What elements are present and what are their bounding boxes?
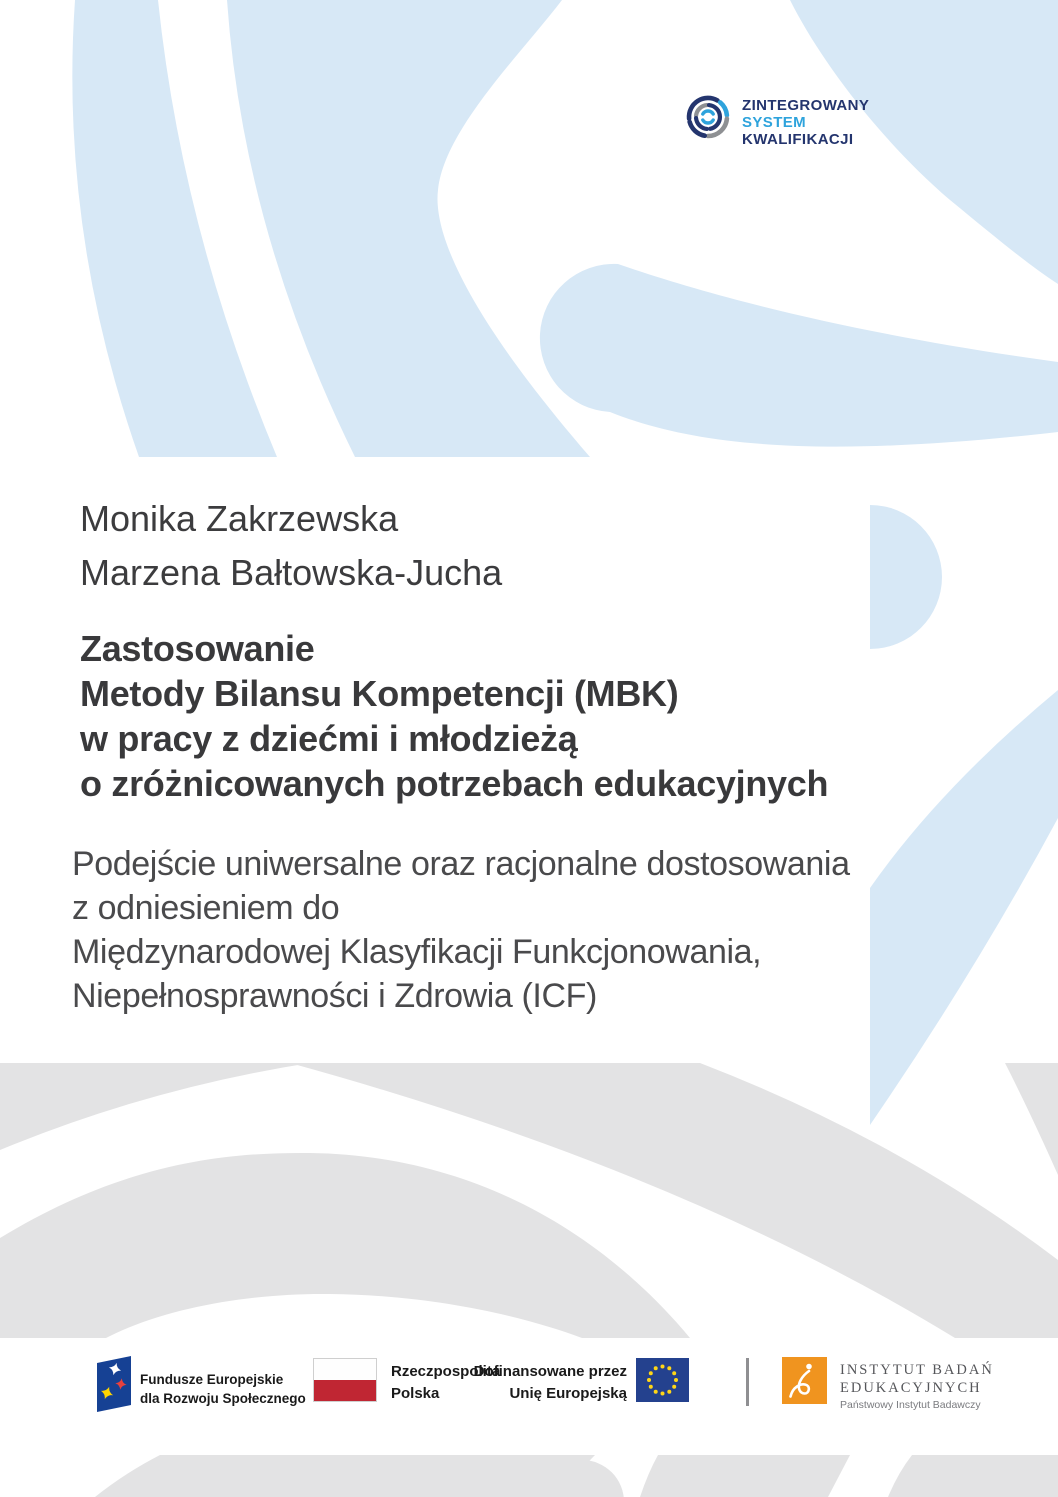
- footer-logos: [0, 1340, 1058, 1450]
- ibe-line-1: INSTYTUT BADAŃ: [840, 1362, 994, 1378]
- eu-flag-icon: [636, 1358, 689, 1402]
- page-title: [80, 626, 828, 806]
- eu-funding-logo: [455, 1358, 689, 1405]
- author-name: Marzena Bałtowska-Jucha: [80, 552, 503, 593]
- title-line: Metody Bilansu Kompetencji (MBK): [80, 673, 679, 714]
- ibe-logo: [782, 1357, 994, 1412]
- subtitle-line: Niepełnosprawności i Zdrowia (ICF): [72, 977, 597, 1015]
- authors-block: [80, 492, 502, 600]
- eu-funds-label: [140, 1370, 306, 1412]
- poland-line-1: Rzeczpospolita: [391, 1363, 501, 1380]
- zsk-line-2: SYSTEM: [742, 114, 807, 131]
- eu-funds-flag-icon: [97, 1356, 131, 1412]
- author-name: Monika Zakrzewska: [80, 498, 399, 539]
- ibe-label: [840, 1361, 994, 1412]
- zsk-rings-icon: [686, 94, 730, 140]
- zsk-line-3: KWALIFIKACJI: [742, 131, 854, 148]
- poland-line-2: Polska: [391, 1385, 440, 1402]
- eu-funds-line-2: dla Rozwoju Społecznego: [140, 1391, 306, 1406]
- eu-funding-line-2: Unię Europejską: [509, 1385, 627, 1402]
- zsk-logo-text: [742, 97, 869, 148]
- footer-divider: [746, 1358, 749, 1406]
- eu-funds-logo: [97, 1356, 306, 1412]
- title-line: w pracy z dziećmi i młodzieżą: [80, 718, 578, 759]
- ibe-line-2: EDUKACYJNYCH: [840, 1380, 982, 1396]
- ibe-line-3: Państwowy Instytut Badawczy: [840, 1399, 981, 1411]
- zsk-line-1: ZINTEGROWANY: [742, 97, 870, 114]
- eu-funding-label: [455, 1361, 627, 1405]
- eu-funding-line-1: Dofinansowane przez: [473, 1363, 627, 1380]
- zsk-logo: [686, 94, 869, 148]
- page-subtitle: [72, 842, 850, 1018]
- ibe-figure-icon: [782, 1357, 827, 1404]
- subtitle-line: Międzynarodowej Klasyfikacji Funkcjonowania,: [72, 933, 762, 971]
- eu-funds-line-1: Fundusze Europejskie: [140, 1372, 284, 1387]
- poland-flag-icon: [313, 1358, 377, 1402]
- subtitle-line: Podejście uniwersalne oraz racjonalne dostosowania: [72, 845, 850, 883]
- subtitle-line: z odniesieniem do: [72, 889, 340, 927]
- title-line: o zróżnicowanych potrzebach edukacyjnych: [80, 763, 829, 804]
- title-line: Zastosowanie: [80, 628, 315, 669]
